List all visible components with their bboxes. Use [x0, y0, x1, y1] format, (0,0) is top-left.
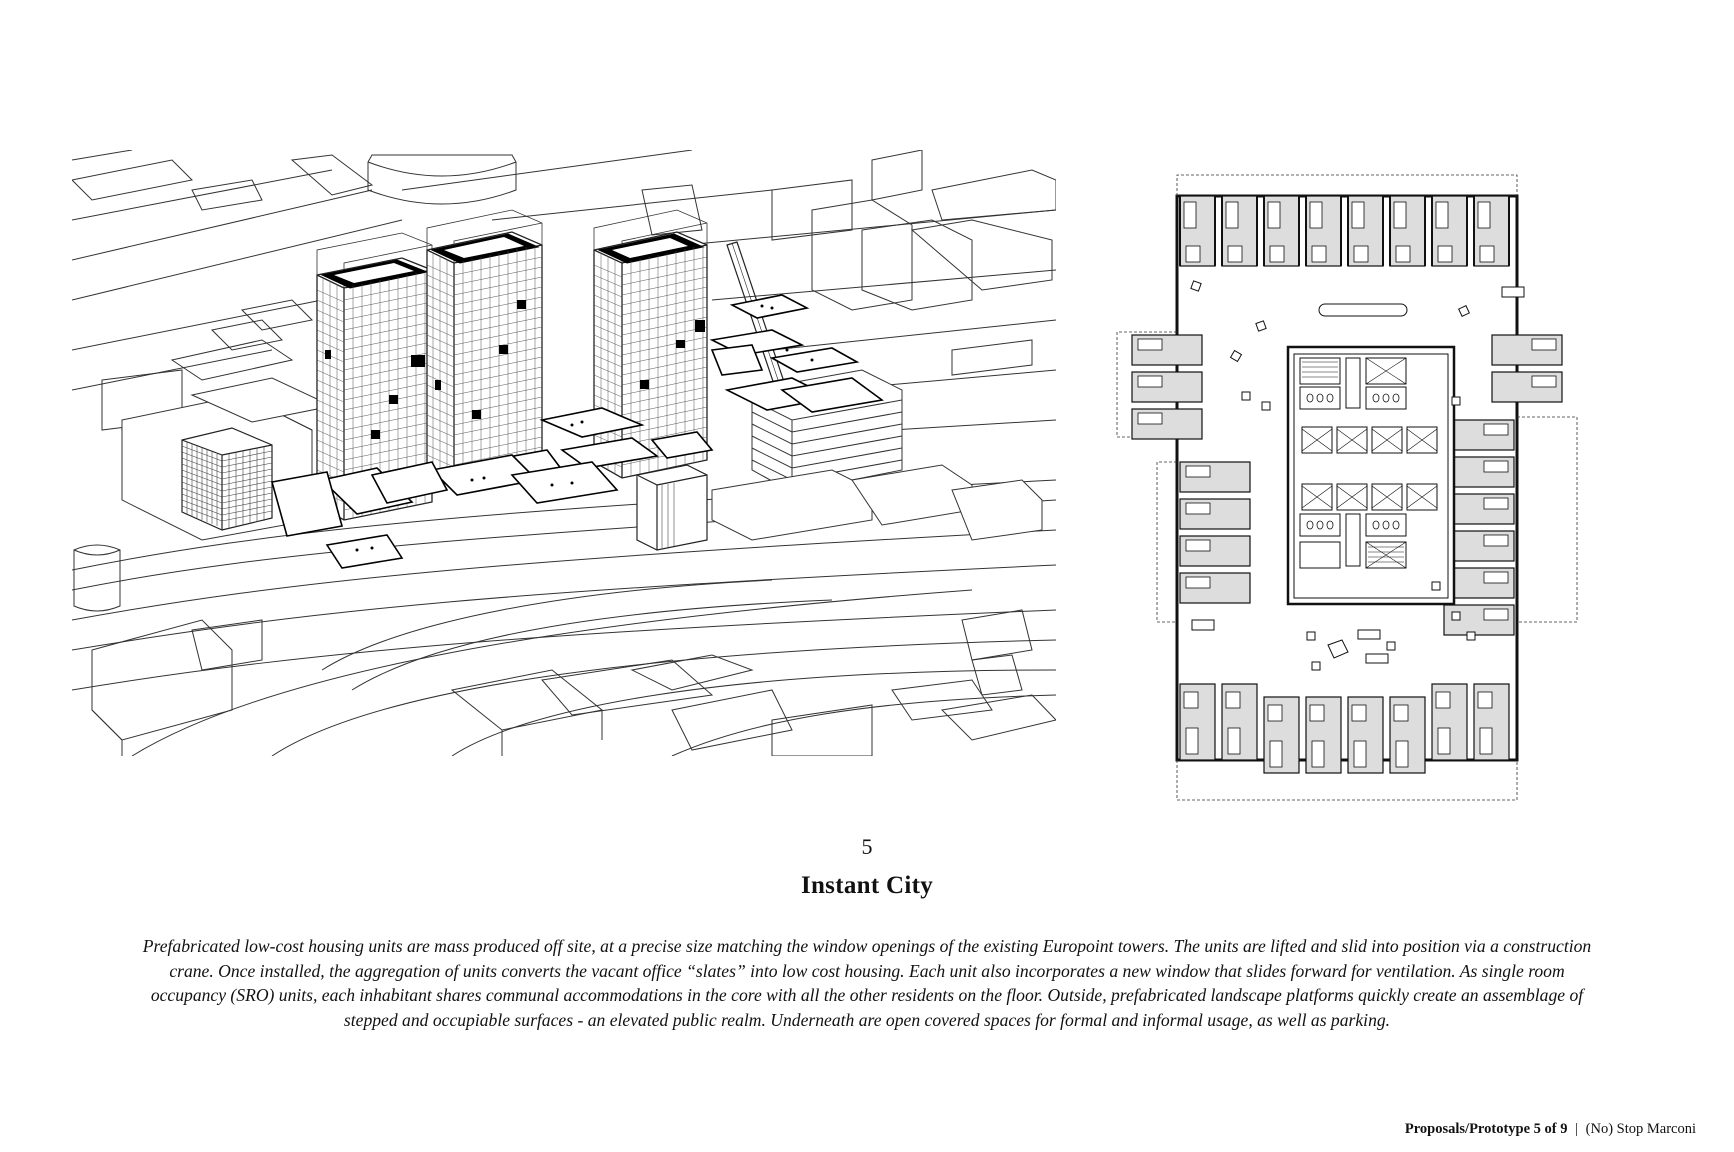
floor-plan-drawing: [1112, 172, 1582, 804]
page-title: Instant City: [800, 872, 934, 899]
footer-section: Proposals/Prototype: [1404, 1121, 1531, 1137]
floor-plan-svg: [1112, 172, 1582, 804]
glass-building: [182, 428, 272, 530]
page-number: 5: [861, 834, 873, 859]
footer: [1405, 1121, 1696, 1138]
footer-separator: |: [1575, 1121, 1579, 1137]
top-housing-units: [1180, 196, 1509, 266]
axonometric-drawing: [72, 150, 1056, 756]
tower-2: [427, 210, 542, 488]
description-paragraph: Prefabricated low-cost housing units are mass produced off site, at a precise size matching the window openings of the existing Europoint towers. The units are lifted and slid into position via a construction crane. Once installed, the aggregation of units converts the vacant office “slates” into low cost housing. Each unit also incorporates a new window that slides forward for ventilation. As single room occupancy (SRO) units, each inhabitant shares communal accommodations in the core with all the other residents on the floor. Outside, prefabricated landscape platforms quickly create an assemblage of stepped and occupiable surfaces - an elevated public realm. Underneath are open covered spaces for formal and informal usage, as well as parking.: [142, 936, 1592, 1030]
footer-page-count: 5 of 9: [1533, 1121, 1568, 1137]
left-housing-units: [1132, 335, 1250, 603]
right-housing-units: [1444, 335, 1562, 635]
axonometric-svg: [72, 150, 1056, 756]
footer-project: (No) Stop Marconi: [1585, 1121, 1696, 1137]
central-core: [1288, 347, 1454, 604]
